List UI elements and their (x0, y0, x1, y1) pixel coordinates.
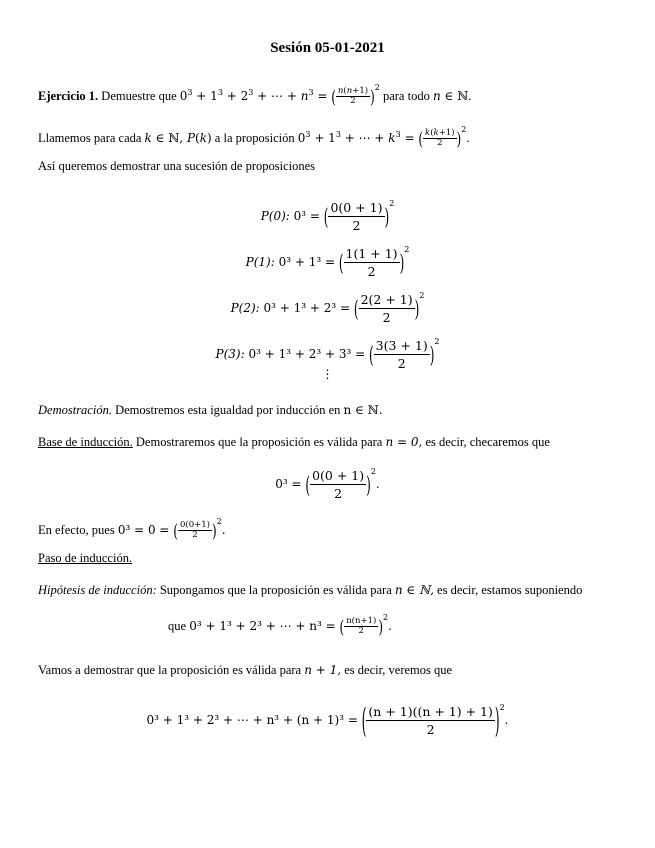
goal-line: Vamos a demostrar que la proposición es válida para n + 1, es decir, veremos que (38, 663, 453, 677)
definition-text-a: Llamemos para cada (38, 131, 142, 145)
goal-equation: 0³ + 1³ + 2³ + ⋯ + n³ + (n + 1)³ = ( $\frac{(n + 1)((n + 1) + 1)}{2}$ )$^2$. (146, 700, 509, 741)
exercise-label: Ejercicio 1. (38, 89, 99, 103)
hypothesis-equation: que 0³ + 1³ + 2³ + ⋯ + n³ = ( $\frac{n(n+1)}{2}$ )$^2$. (168, 613, 392, 637)
page-title: Sesión 05-01-2021 (270, 40, 385, 56)
definition-text-b: a la proposición (214, 131, 295, 145)
exercise-text-a: Demuestre que (101, 89, 177, 103)
base-case-line: Base de inducción. Demostraremos que la proposición es válida para n = 0, es decir, checaremos que (38, 435, 550, 449)
demonstration-label: Demostración. (38, 403, 112, 417)
definition-line: Llamemos para cada k ∈ ℕ, P(k) a la proposición $0^3 + 1^3$ + ⋯ + $k^3$ = ( $\frac{k(k+1)}{2}$ )$^2$. (38, 125, 470, 149)
vertical-dots: ⋮ (321, 367, 334, 381)
sequence-intro: Así queremos demostrar una sucesión de proposiciones (38, 159, 316, 173)
proposition-p1: P(1): 0³ + 1³ = ( $\frac{1(1 + 1)}{2}$ )$^2$ (245, 245, 410, 279)
exercise-statement: Ejercicio 1. Demuestre que $0^3 + 1^3 + 2^3$ + ⋯ + $n^3$ = ( $\frac{n(n+1)}{2}$ )$^2$ para todo n ∈ ℕ. (38, 83, 472, 107)
proposition-p2: P(2): 0³ + 1³ + 2³ = ( $\frac{2(2 + 1)}{2}$ )$^2$ (230, 291, 425, 325)
proposition-p3: P(3): 0³ + 1³ + 2³ + 3³ = ( $\frac{3(3 + 1)}{2}$ )$^2$ (215, 337, 440, 371)
proposition-p0: P(0): 0³ = ( $\frac{0(0 + 1)}{2}$ )$^2$ (260, 199, 395, 233)
exercise-formula: $0^3 + 1^3 + 2^3$ + ⋯ + $n^3$ = ( $\frac{n(n+1)}{2}$ )$^2$ (179, 83, 380, 107)
base-case-proof: En efecto, pues 0³ = 0 = ( $\frac{0(0+1)}{2}$ )$^2$. (38, 517, 226, 541)
hypothesis-line: Hipótesis de inducción: Supongamos que la proposición es válida para n ∈ ℕ, es decir, estamos suponiendo (38, 583, 583, 597)
exercise-text-b: para todo (382, 89, 430, 103)
hypothesis-label: Hipótesis de inducción: (38, 583, 157, 597)
demonstration-line: Demostración. Demostremos esta igualdad por inducción en n ∈ ℕ. (38, 403, 383, 417)
base-case-label: Base de inducción. (38, 435, 133, 449)
inductive-step-label: Paso de inducción. (38, 551, 133, 565)
definition-formula: $0^3 + 1^3$ + ⋯ + $k^3$ = ( $\frac{k(k+1)}{2}$ )$^2$ (297, 125, 467, 149)
base-case-equation: 0³ = ( $\frac{0(0 + 1)}{2}$ )$^2$. (275, 467, 380, 501)
exercise-domain: n (432, 89, 441, 103)
